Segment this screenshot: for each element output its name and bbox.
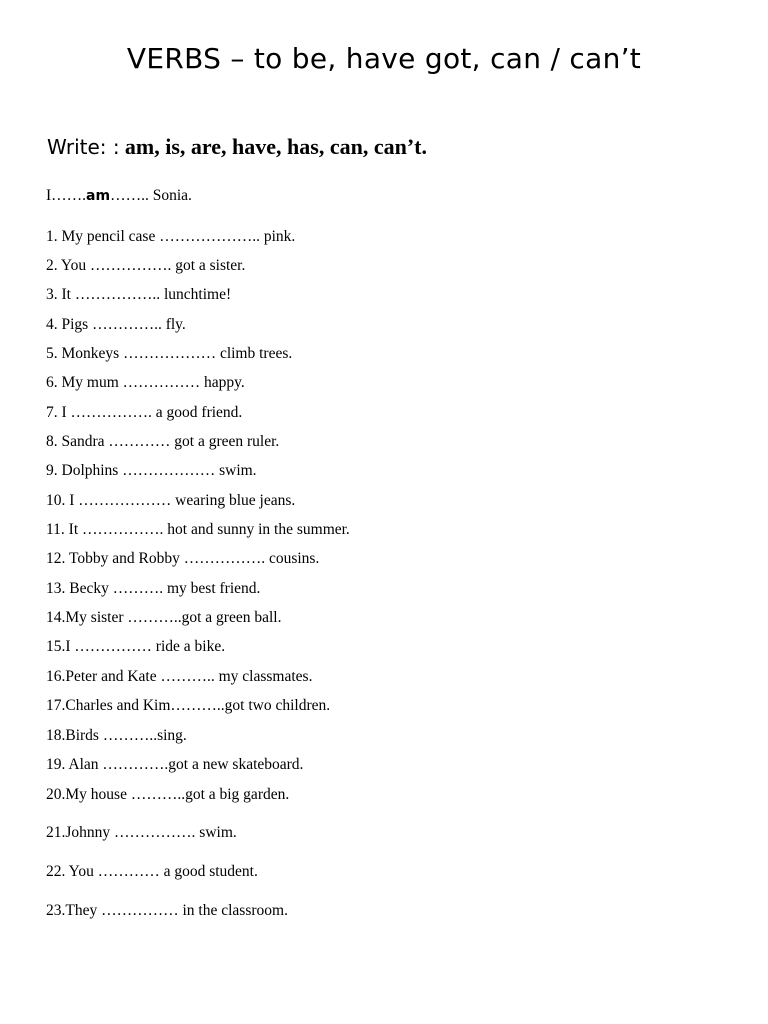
example-before: I…….: [46, 187, 87, 204]
instruction-label: Write: :: [47, 135, 120, 159]
exercise-item-14: 14.My sister ………..got a green ball.: [46, 609, 282, 626]
example-answer: am: [86, 188, 111, 204]
exercise-item-18: 18.Birds ………..sing.: [46, 727, 187, 744]
exercise-item-3: 3. It …………….. lunchtime!: [46, 286, 232, 303]
exercise-item-15: 15.I …………… ride a bike.: [46, 638, 226, 655]
exercise-item-10: 10. I ……………… wearing blue jeans.: [46, 492, 296, 509]
exercise-item-2: 2. You ……………. got a sister.: [46, 257, 246, 274]
example-sentence: [46, 187, 192, 205]
exercise-item-7: 7. I ……………. a good friend.: [46, 404, 243, 421]
exercise-item-12: 12. Tobby and Robby ……………. cousins.: [46, 550, 320, 567]
exercise-item-16: 16.Peter and Kate ……….. my classmates.: [46, 668, 313, 685]
exercise-item-21: 21.Johnny ……………. swim.: [46, 824, 237, 841]
exercise-item-4: 4. Pigs ………….. fly.: [46, 316, 186, 333]
exercise-item-17: 17.Charles and Kim………..got two children.: [46, 697, 331, 714]
exercise-item-23: 23.They …………… in the classroom.: [46, 902, 288, 919]
exercise-item-5: 5. Monkeys ……………… climb trees.: [46, 345, 293, 362]
page-title: VERBS – to be, have got, can / can’t: [126, 42, 642, 75]
exercise-item-6: 6. My mum …………… happy.: [46, 374, 245, 391]
exercise-item-9: 9. Dolphins ……………… swim.: [46, 462, 257, 479]
exercise-item-20: 20.My house ………..got a big garden.: [46, 786, 290, 803]
exercise-item-11: 11. It ……………. hot and sunny in the summer.: [46, 521, 350, 538]
exercise-item-19: 19. Alan ………….got a new skateboard.: [46, 756, 304, 773]
exercise-item-8: 8. Sandra ………… got a green ruler.: [46, 433, 280, 450]
exercise-item-22: 22. You ………… a good student.: [46, 863, 258, 880]
example-after: …….. Sonia.: [110, 187, 192, 204]
instruction: [47, 134, 427, 160]
instruction-words: am, is, are, have, has, can, can’t.: [124, 134, 427, 159]
exercise-item-1: 1. My pencil case ……………….. pink.: [46, 228, 296, 245]
exercise-item-13: 13. Becky ………. my best friend.: [46, 580, 261, 597]
